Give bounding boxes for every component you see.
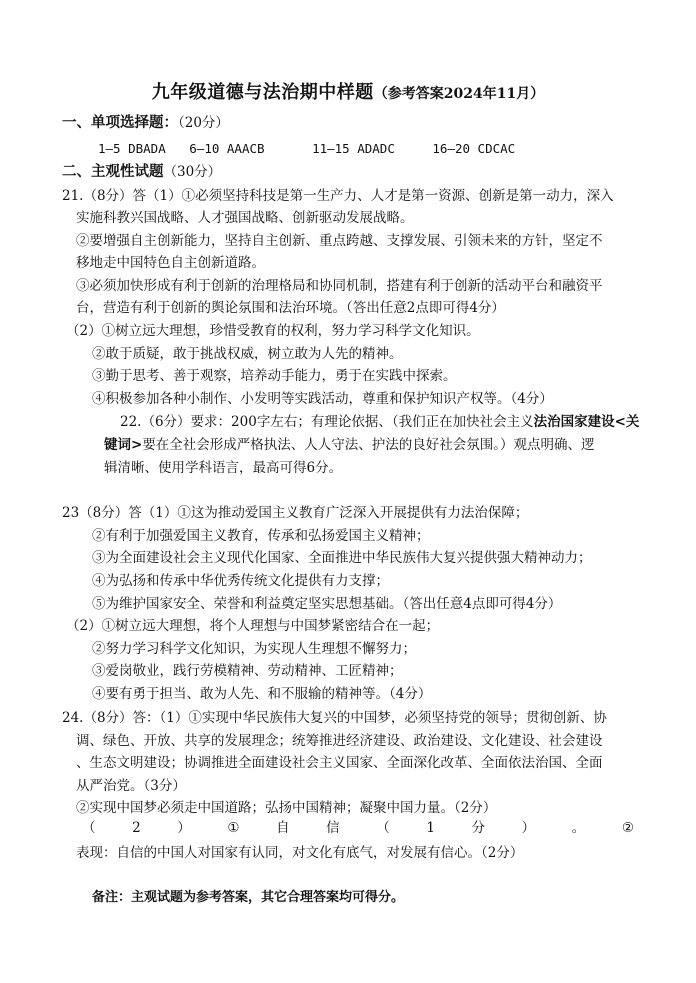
section1-header (62, 113, 229, 133)
q22-line (120, 412, 639, 432)
text-line: 实施科教兴国战略、人才强国战略、创新驱动发展战略。 (76, 210, 414, 226)
spread-token: 。 (571, 820, 586, 836)
text-line: ②实现中国梦必须走中国道路；弘扬中国精神；凝聚中国力量。（2分） (76, 800, 497, 816)
text-line: 、生态文明建设；协调推进全面建设社会主义国家、全面深化改革、全面依法治国、全面 (76, 755, 603, 771)
text-line: ④为弘扬和传承中华优秀传统文化提供有力支撑； (92, 573, 389, 589)
section2-heading: 二、主观性试题 (62, 163, 164, 180)
q22-text: 22.（6分）要求：200字左右；有理论依据、（我们正在加快社会主义 (120, 414, 534, 430)
page-title (0, 78, 696, 104)
spread-token: （ (82, 820, 96, 836)
text-line: （2）①树立远大理想，将个人理想与中国梦紧密结合在一起； (66, 618, 440, 634)
text-line: 表现：自信的中国人对国家有认同，对文化有底气，对发展有信心。（2分） (76, 845, 524, 861)
q22-keyword: 法治国家建设<关 (533, 414, 640, 430)
spread-token: ② (621, 820, 634, 836)
text-line: ②敢于质疑，敢于挑战权威，树立敢为人先的精神。 (92, 346, 403, 362)
mc-answer-group: 16—20 CDCAC (432, 141, 516, 156)
mc-answer-group: 1—5 DBADA (98, 141, 166, 156)
text-line: ③勤于思考、善于观察，培养动手能力，勇于在实践中探索。 (92, 368, 457, 384)
spread-token: 分 (471, 820, 486, 836)
mc-answer-group: 6—10 AAACB (189, 141, 265, 156)
text-line: 21.（8分）答（1）①必须坚持科技是第一生产力、人才是第一资源、创新是第一动力，深入 (62, 188, 614, 204)
text-line: ③爱岗敬业，践行劳模精神、劳动精神、工匠精神； (92, 663, 403, 679)
spread-token: 信 (326, 820, 340, 836)
title-subtitle: （参考答案2024年11月） (373, 86, 545, 102)
spread-token: ① (227, 820, 240, 836)
text-line: ③为全面建设社会主义现代化国家、全面推进中华民族伟大复兴提供强大精神动力； (92, 550, 592, 566)
footnote: 备注：主观试题为参考答案，其它合理答案均可得分。 (92, 890, 405, 905)
q22-keyword: 键词> (104, 437, 143, 453)
text-line: ③必须加快形成有利于创新的治理格局和协同机制，搭建有利于创新的活动平台和融资平 (76, 278, 603, 294)
spread-token: 2 (132, 820, 141, 836)
title-main: 九年级道德与法治期中样题 (151, 82, 374, 103)
text-line: ②努力学习科学文化知识，为实现人生理想不懈努力； (92, 641, 416, 657)
text-line: 23（8分）答（1）①这为推动爱国主义教育广泛深入开展提供有力法治保障； (62, 505, 529, 521)
text-line: 台，营造有利于创新的舆论氛围和法治环境。（答出任意2点即可得4分） (76, 300, 505, 316)
spread-token: ） (177, 820, 191, 836)
text-line: ④积极参加各种小制作、小发明等实践活动，尊重和保护知识产权等。（4分） (92, 391, 553, 407)
section1-score: （20分） (178, 115, 229, 131)
text-line: ②要增强自主创新能力，坚持自主创新、重点跨越、支撑发展、引领未来的方针，坚定不 (76, 233, 603, 249)
text-line: ⑤为维护国家安全、荣誉和利益奠定坚实思想基础。（答出任意4点即可得4分） (92, 596, 562, 612)
text-line: 从严治党。（3分） (76, 778, 186, 794)
justified-line (82, 818, 634, 838)
spread-token: 1 (426, 820, 435, 836)
spread-token: 自 (276, 820, 290, 836)
text-line: ④要有勇于担当、敢为人先、和不服输的精神等。（4分） (92, 686, 432, 702)
text-line: 24.（8分）答：（1）①实现中华民族伟大复兴的中国梦，必须坚持党的领导；贯彻创新、协 (62, 710, 607, 726)
section2-header (62, 162, 221, 182)
q22-text: 要在全社会形成严格执法、人人守法、护法的良好社会氛围。）观点明确、逻 (142, 437, 595, 453)
text-line: 移地走中国特色自主创新道路。 (76, 255, 265, 271)
q22-line (104, 435, 595, 455)
text-line: 辑清晰、使用学科语言，最高可得6分。 (104, 460, 343, 476)
text-line: 调、绿色、开放、共享的发展理念；统筹推进经济建设、政治建设、文化建设、社会建设 (76, 733, 603, 749)
section2-score: （30分） (163, 164, 222, 180)
mc-answer-row (98, 139, 515, 159)
section1-heading: 一、单项选择题： (62, 114, 178, 131)
text-line: （2）①树立远大理想，珍惜受教育的权利，努力学习科学文化知识。 (66, 323, 480, 339)
text-line: ②有利于加强爱国主义教育，传承和弘扬爱国主义精神； (92, 528, 430, 544)
spread-token: （ (376, 820, 390, 836)
mc-answer-group: 11—15 ADADC (312, 141, 395, 156)
spread-token: ） (521, 820, 536, 836)
